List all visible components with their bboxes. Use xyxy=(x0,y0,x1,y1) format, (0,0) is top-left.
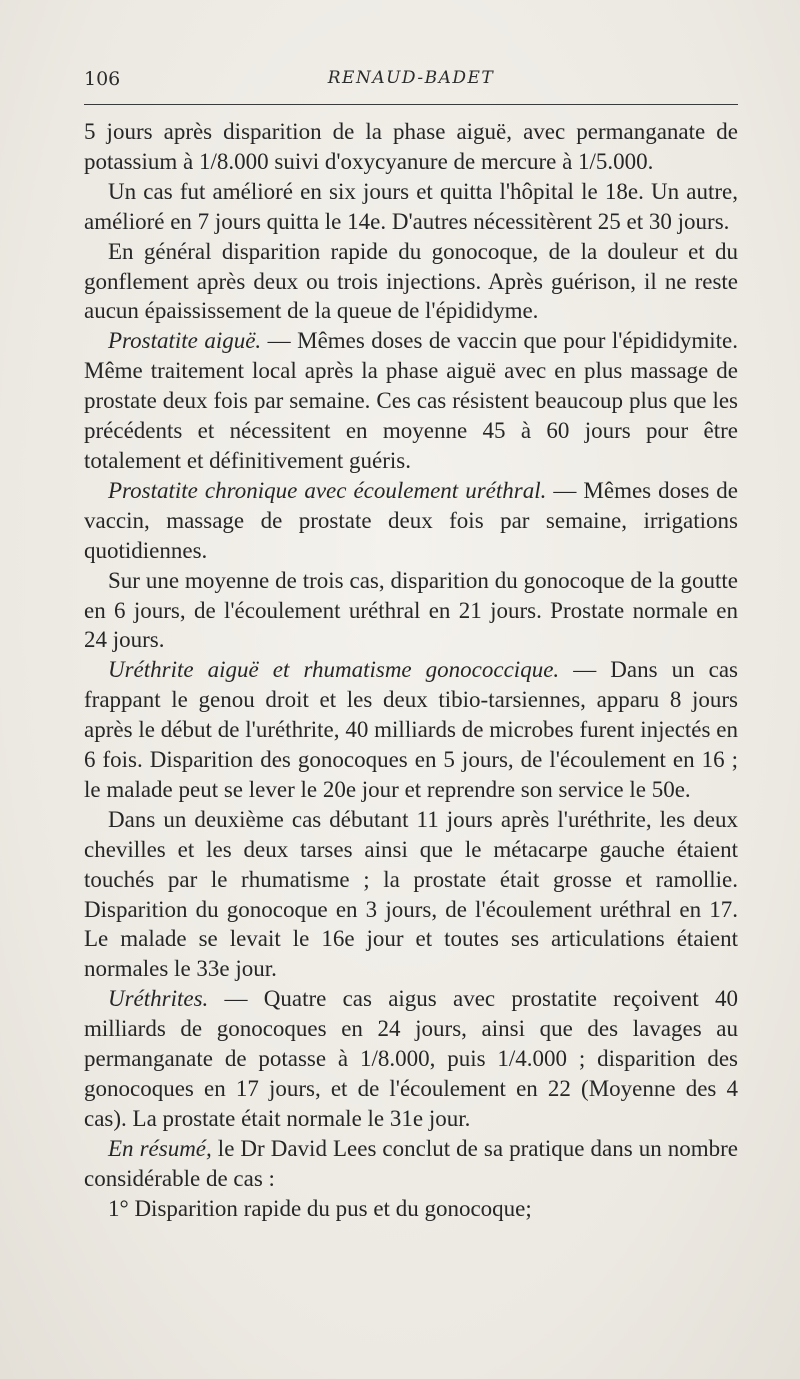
section-lead: Uréthrites. xyxy=(108,986,209,1012)
paragraph: 5 jours après disparition de la phase aiguë, avec permanganate de potassium à 1/8.000 suivi d'oxycyanure de mercure à 1/5.000. xyxy=(84,119,738,174)
section-lead: Prostatite chronique avec écoulement uréthral. xyxy=(108,477,547,503)
paragraph: Uréthrites. — Quatre cas aigus avec prostatite reçoivent 40 milliards de gonocoques en 24 jours, ainsi que des lavages au permanganate de potasse à 1/8.000, puis 1/4.000 ; disparition des gonocoques en 17 jours, et de l'écoulement en 22 (Moyenne des 4 cas). La prostate était normale le 31e jour. xyxy=(84,986,738,1131)
paragraph: Prostatite aiguë. — Mêmes doses de vaccin que pour l'épididymite. Même traitement local après la phase aiguë avec en plus massage de prostate deux fois par semaine. Ces cas résistent beaucoup plus que les précédents et nécessitent en moyenne 45 à 60 jours pour être totalement et définitivement guéris. xyxy=(84,328,738,473)
section-lead: Uréthrite aiguë et rhumatisme gonococcique. xyxy=(108,657,560,683)
paragraph: 1° Disparition rapide du pus et du gonocoque; xyxy=(108,1195,532,1221)
paragraph: Dans un deuxième cas débutant 11 jours après l'uréthrite, les deux chevilles et les deux tarses ainsi que le métacarpe gauche étaient touchés par le rhumatisme ; la prostate était grosse et ramollie. Disparition du gonocoque en 3 jours, de l'écoulement uréthral en 17. Le malade se levait le 16e jour et toutes ses articulations étaient normales le 33e jour. xyxy=(84,806,738,982)
section-lead: Prostatite aiguë. xyxy=(108,328,262,354)
page-number: 106 xyxy=(84,68,121,90)
paragraph: Uréthrite aiguë et rhumatisme gonococcique. — Dans un cas frappant le genou droit et les deux tibio-tarsiennes, apparu 8 jours après le début de l'uréthrite, 40 milliards de microbes furent injectés en 6 fois. Disparition des gonocoques en 5 jours, de l'écoulement en 16 ; le malade peut se lever le 20e jour et reprendre son service le 50e. xyxy=(84,657,739,802)
paragraph: Un cas fut amélioré en six jours et quitta l'hôpital le 18e. Un autre, amélioré en 7 jours quitta le 14e. D'autres nécessitèrent 25 et 30 jours. xyxy=(84,178,738,234)
header-rule xyxy=(84,104,738,105)
paragraph: En général disparition rapide du gonocoque, de la douleur et du gonflement après deux ou trois injections. Après guérison, il ne reste aucun épaississement de la queue de l'épididyme. xyxy=(84,238,738,324)
running-head: RENAUD-BADET xyxy=(327,68,495,88)
page-header xyxy=(84,68,738,98)
paragraph: Prostatite chronique avec écoulement uréthral. — Mêmes doses de vaccin, massage de prostate deux fois par semaine, irrigations quotidiennes. xyxy=(84,477,739,563)
paragraph: Sur une moyenne de trois cas, disparition du gonocoque de la goutte en 6 jours, de l'écoulement uréthral en 21 jours. Prostate normale en 24 jours. xyxy=(84,567,738,653)
paragraph: En résumé, le Dr David Lees conclut de sa pratique dans un nombre considérable de cas : xyxy=(84,1135,738,1191)
section-lead: En résumé, xyxy=(108,1135,212,1161)
body-text xyxy=(84,117,738,1224)
